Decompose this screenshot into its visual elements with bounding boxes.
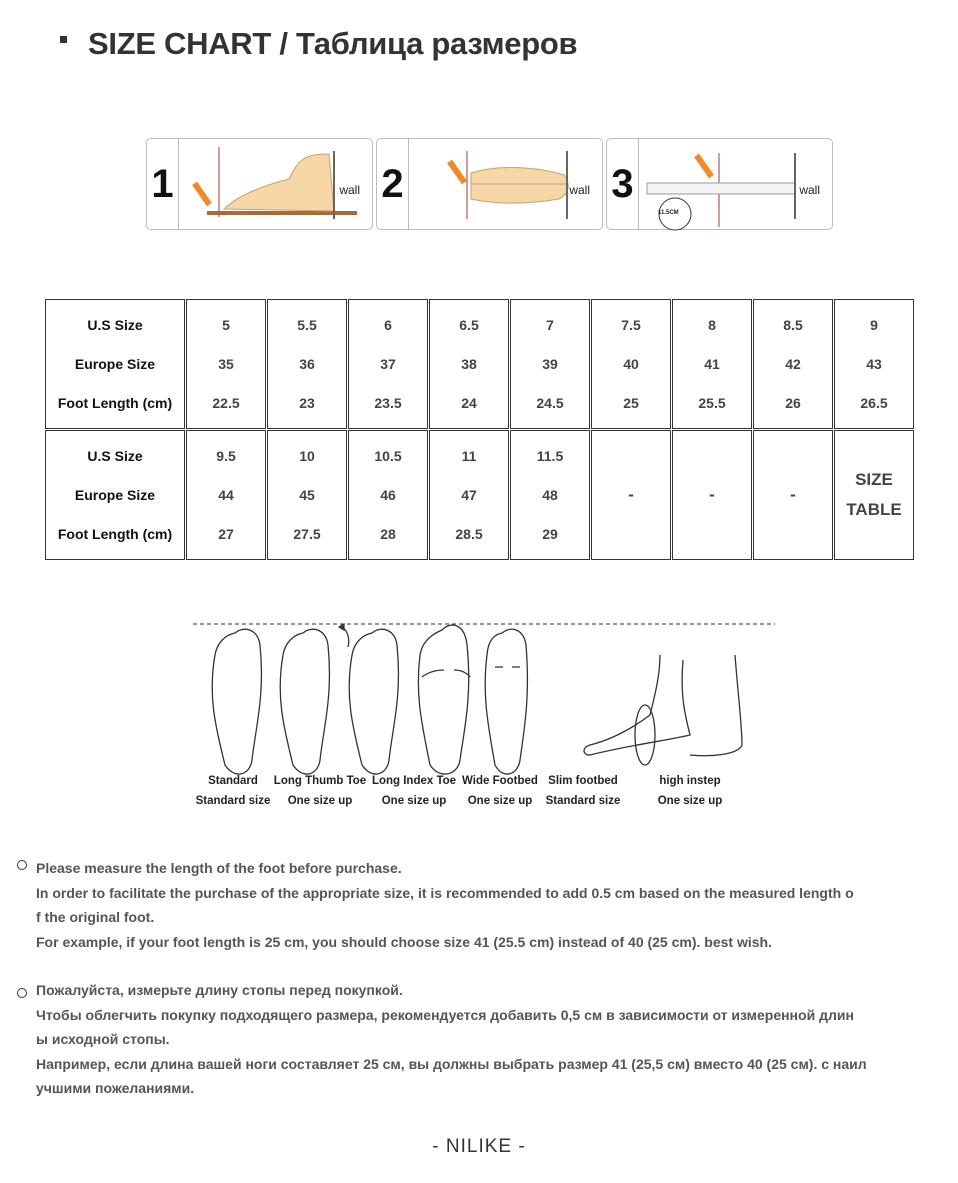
size-value: 28	[380, 525, 396, 542]
size-value: 8	[708, 317, 716, 334]
foot-type-advice: Standard size	[195, 795, 271, 807]
size-table-label: SIZE	[855, 470, 893, 489]
size-value: 22.5	[212, 394, 240, 411]
foot-type-advice: One size up	[287, 795, 353, 807]
measure-step-3	[606, 138, 833, 230]
size-column	[267, 299, 347, 429]
foot-type-name: Wide Footbed	[462, 775, 538, 787]
size-value: 29	[542, 525, 558, 542]
row-label: Europe Size	[74, 355, 156, 372]
size-column	[834, 299, 914, 429]
size-value: 9	[870, 317, 878, 334]
size-value: 46	[380, 486, 396, 503]
row-label: U.S Size	[87, 448, 143, 465]
note-line: Например, если длина вашей ноги составляет 25 см, вы должны выбрать размер 41 (25,5 см) вместо 40 (25 см). с наил	[36, 1055, 867, 1072]
empty-dash: -	[628, 485, 634, 504]
size-value: 38	[461, 355, 477, 372]
size-value: 9.5	[216, 448, 236, 465]
size-value: 47	[461, 486, 477, 503]
notes-english	[36, 856, 854, 954]
note-line: Пожалуйста, измерьте длину стопы перед покупкой.	[36, 982, 403, 998]
size-table-label: TABLE	[846, 500, 902, 519]
size-value: 23.5	[374, 394, 402, 411]
size-column	[429, 299, 509, 429]
row-labels-cell	[45, 299, 185, 429]
size-column	[186, 299, 266, 429]
note-line: Please measure the length of the foot before purchase.	[36, 860, 402, 876]
foot-type-name: Standard	[208, 775, 258, 787]
foot-type-name: high instep	[659, 775, 721, 787]
size-column	[429, 430, 509, 560]
foot-type-name: Long Thumb Toe	[273, 775, 367, 787]
size-value: 35	[218, 355, 234, 372]
page-title: SIZE CHART / Таблица размеров	[88, 26, 578, 61]
foot-type-advice: One size up	[467, 795, 533, 807]
size-value: 42	[785, 355, 801, 372]
size-value: 5	[222, 317, 230, 334]
size-value: 37	[380, 355, 396, 372]
size-value: 44	[218, 486, 234, 503]
empty-dash: -	[790, 485, 796, 504]
measure-step-2	[376, 138, 603, 230]
note-line: In order to facilitate the purchase of the appropriate size, it is recommended to add 0.5 cm based on the measured length o	[36, 884, 854, 901]
empty-cell	[591, 430, 671, 560]
size-value: 43	[866, 355, 882, 372]
size-column	[186, 430, 266, 560]
empty-cell	[753, 430, 833, 560]
foot-type-name: Long Index Toe	[371, 775, 457, 787]
wall-label: wall	[569, 183, 590, 197]
size-value: 23	[299, 394, 315, 411]
wall-label: wall	[799, 183, 820, 197]
measure-value: 11.5CM	[658, 210, 679, 216]
size-value: 27	[218, 525, 234, 542]
title-bullet	[60, 36, 67, 43]
size-value: 11.5	[536, 448, 564, 465]
foot-type-advice: One size up	[657, 795, 723, 807]
size-value: 26.5	[860, 394, 888, 411]
size-value: 27.5	[293, 525, 321, 542]
size-value: 48	[542, 486, 558, 503]
row-label: U.S Size	[87, 317, 143, 334]
size-value: 6.5	[459, 317, 479, 334]
size-column	[510, 430, 590, 560]
foot-shapes-icon	[190, 615, 780, 775]
size-column	[753, 299, 833, 429]
note-line: f the original foot.	[36, 909, 155, 925]
size-value: 10	[299, 448, 315, 465]
size-column	[510, 299, 590, 429]
measure-step-1	[146, 138, 373, 230]
size-column	[348, 299, 428, 429]
wall-label: wall	[339, 183, 360, 197]
step-number: 1	[147, 139, 179, 229]
bullet-circle-icon	[17, 860, 27, 870]
brand-footer: - NILIKE -	[432, 1136, 526, 1157]
empty-dash: -	[709, 485, 715, 504]
row-labels-cell	[45, 430, 185, 560]
foot-type-label	[630, 771, 750, 811]
size-value: 25	[623, 394, 639, 411]
size-value: 24	[461, 394, 477, 411]
row-label: Europe Size	[74, 486, 156, 503]
size-value: 45	[299, 486, 315, 503]
size-table-cell	[834, 430, 914, 560]
size-value: 11	[461, 448, 477, 465]
size-column	[267, 430, 347, 560]
foot-type-name: Slim footbed	[548, 775, 618, 787]
size-value: 26	[785, 394, 801, 411]
size-value: 41	[704, 355, 720, 372]
size-value: 7.5	[621, 317, 641, 334]
row-label: Foot Length (cm)	[57, 394, 173, 411]
foot-type-label	[523, 771, 643, 811]
note-line: For example, if your foot length is 25 cm, you should choose size 41 (25.5 cm) instead of 40 (25 cm). best wish.	[36, 933, 772, 950]
size-column	[348, 430, 428, 560]
row-label: Foot Length (cm)	[57, 525, 173, 542]
size-value: 25.5	[698, 394, 726, 411]
note-line: Чтобы облегчить покупку подходящего размера, рекомендуется добавить 0,5 см в зависимости от измеренной длин	[36, 1006, 854, 1023]
size-value: 5.5	[297, 317, 317, 334]
step-number: 2	[377, 139, 409, 229]
note-line: ы исходной стопы.	[36, 1031, 170, 1047]
note-line: учшими пожеланиями.	[36, 1080, 195, 1096]
size-value: 10.5	[374, 448, 402, 465]
size-value: 39	[542, 355, 558, 372]
size-value: 28.5	[455, 525, 483, 542]
size-column	[591, 299, 671, 429]
size-value: 24.5	[536, 394, 564, 411]
step-number: 3	[607, 139, 639, 229]
size-value: 36	[299, 355, 315, 372]
size-value: 8.5	[783, 317, 803, 334]
size-column	[672, 299, 752, 429]
empty-cell	[672, 430, 752, 560]
size-value: 6	[384, 317, 392, 334]
size-value: 7	[546, 317, 554, 334]
foot-type-advice: Standard size	[545, 795, 621, 807]
foot-type-advice: One size up	[381, 795, 447, 807]
size-value: 40	[623, 355, 639, 372]
bullet-circle-icon	[17, 988, 27, 998]
notes-russian	[36, 978, 867, 1101]
